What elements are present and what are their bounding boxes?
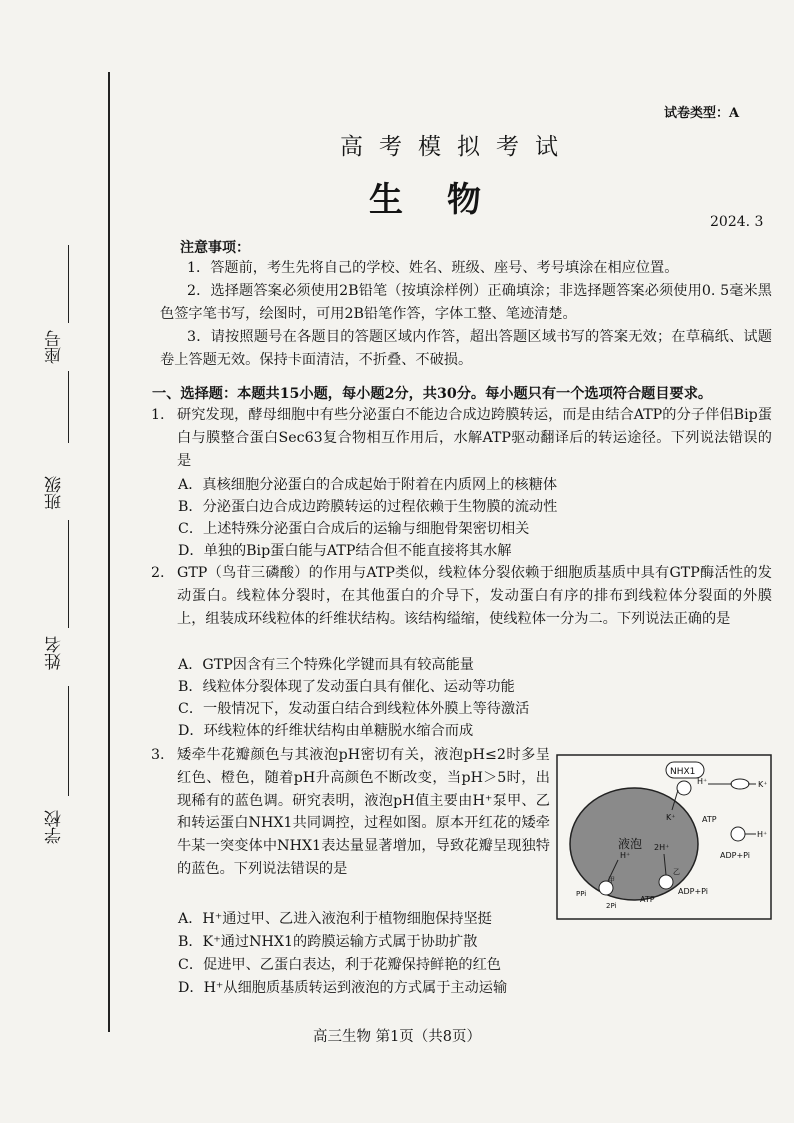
question-stem: GTP（鸟苷三磷酸）的作用与ATP类似，线粒体分裂依赖于细胞质基质中具有GTP酶活性的发动蛋白。线粒体分裂时，在其他蛋白的介导下，发动蛋白有序的排布到线粒体分裂面的外膜上，组装成环线粒体的纤维状结构。该结构缢缩，使线粒体一分为二。下列说法正确的是 (177, 565, 772, 627)
name-label: 姓名 (45, 636, 65, 670)
notes-item-3: 3．请按照题号在各题目的答题区域内作答，超出答题区域书写的答案无效；在草稿纸、试题卷上答题无效。保持卡面清洁，不折叠、不破损。 (160, 329, 772, 368)
q1-option-c[interactable]: C．上述特殊分泌蛋白合成后的运输与细胞骨架密切相关 (178, 521, 530, 537)
name-underline (68, 686, 69, 796)
vacuole-k-label: K⁺ (666, 813, 676, 822)
seat-number-label: 座号 (45, 330, 65, 364)
q3-option-d[interactable]: D．H⁺从细胞质基质转运到液泡的方式属于主动运输 (178, 980, 508, 996)
q2-option-d[interactable]: D．环线粒体的纤维状结构由单糖脱水缩合而成 (178, 723, 474, 739)
question-number: 2. (151, 565, 165, 581)
outer-k-label: K⁺ (758, 780, 768, 789)
seat-number-underline (68, 245, 69, 323)
class-underline (68, 520, 69, 628)
vacuole-label: 液泡 (618, 837, 643, 851)
q3-option-c[interactable]: C．促进甲、乙蛋白表达，利于花瓣保持鲜艳的红色 (178, 957, 501, 973)
q3-option-b[interactable]: B．K⁺通过NHX1的跨膜运输方式属于协助扩散 (178, 934, 478, 950)
question-stem: 研究发现，酵母细胞中有些分泌蛋白不能边合成边跨膜转运，而是由结合ATP的分子伴侣Bip蛋白与膜整合蛋白Sec63复合物相互作用后，水解ATP驱动翻译后的转运途径。下列说法错误的是 (177, 407, 772, 469)
paper-type: 试卷类型：A (664, 106, 740, 121)
h-out-label: H⁺ (757, 830, 768, 839)
exam-date: 2024. 3 (710, 214, 764, 230)
two-pi-label: 2Pi (606, 902, 617, 910)
pump-yi-label: 乙 (673, 868, 680, 876)
ppi-label: PPi (576, 890, 587, 898)
question-1 (151, 404, 772, 472)
nhx1-transporter (677, 781, 691, 795)
q1-option-b[interactable]: B．分泌蛋白边合成边跨膜转运的过程依赖于生物膜的流动性 (178, 499, 558, 515)
q3-option-a[interactable]: A．H⁺通过甲、乙进入液泡利于植物细胞保持坚挺 (178, 911, 492, 927)
notes-title: 注意事项： (180, 240, 250, 256)
exam-title: 高考模拟考试 (340, 134, 574, 160)
q2-option-b[interactable]: B．线粒体分裂体现了发动蛋白具有催化、运动等功能 (178, 679, 515, 695)
atp-label-right: ATP (702, 815, 717, 824)
q1-option-d[interactable]: D．单独的Bip蛋白能与ATP结合但不能直接将其水解 (178, 543, 512, 559)
notes-item-2: 2．选择题答案必须使用2B铅笔（按填涂样例）正确填涂；非选择题答案必须使用0. 5毫米黑色签字笔书写，绘图时，可用2B铅笔作答，字体工整、笔迹清楚。 (160, 283, 772, 322)
question-3 (151, 744, 550, 881)
question-number: 3. (151, 747, 165, 763)
section-title: 一、选择题：本题共15小题，每小题2分，共30分。每小题只有一个选项符合题目要求。 (152, 386, 713, 402)
question-stem: 矮牵牛花瓣颜色与其液泡pH密切有关，液泡pH≤2时多呈红色、橙色，随着pH升高颜色不断改变，当pH＞5时，出现稀有的蓝色调。研究表明，液泡pH值主要由H⁺泵甲、乙和转运蛋白NHX1共同调控，过程如图。原本开红花的矮牵牛某一突变体中NHX1表达量显著增加，导致花瓣呈现独特的蓝色。下列说法错误的是 (177, 747, 550, 877)
q2-option-c[interactable]: C．一般情况下，发动蛋白结合到线粒体外膜上等待激活 (178, 701, 530, 717)
pump-yi (659, 875, 673, 889)
nhx1-label: NHX1 (670, 767, 696, 777)
class-label: 班级 (45, 476, 65, 510)
k-channel (731, 779, 749, 789)
jia-h-label: H⁺ (620, 851, 631, 860)
vacuole-diagram (556, 754, 772, 920)
pump-jia-label: 甲 (608, 876, 615, 884)
seat-number-underline-2 (68, 371, 69, 443)
q1-option-a[interactable]: A．真核细胞分泌蛋白的合成起始于附着在内质网上的核糖体 (178, 477, 558, 493)
notes-item-1: 1．答题前，考生先将自己的学校、姓名、班级、座号、考号填涂在相应位置。 (187, 260, 679, 276)
yi-2h-label: 2H⁺ (654, 843, 670, 852)
adp-pi-label-right: ADP+Pi (720, 851, 751, 860)
atp-label-bottom: ATP (640, 895, 655, 904)
h-pump-right (731, 827, 745, 841)
page-footer: 高三生物 第1页（共8页） (312, 1029, 482, 1045)
subject-title: 生物 (369, 180, 525, 220)
nhx1-h-label: H⁺ (697, 777, 708, 786)
question-2 (151, 562, 772, 630)
vacuole-diagram-svg (556, 754, 772, 920)
question-number: 1. (151, 407, 165, 423)
q2-option-a[interactable]: A．GTP因含有三个特殊化学键而具有较高能量 (178, 657, 474, 673)
adp-pi-label-bottom: ADP+Pi (678, 887, 709, 896)
school-label: 学校 (45, 810, 65, 844)
